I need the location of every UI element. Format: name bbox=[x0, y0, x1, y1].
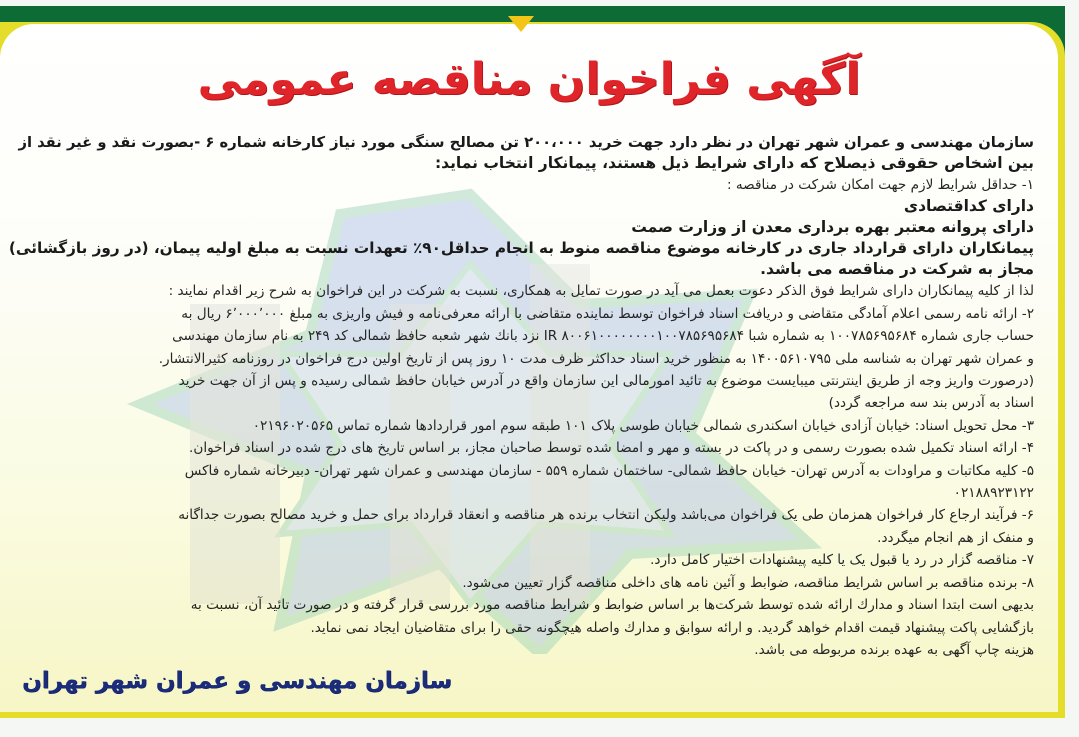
condition-item: دارای پروانه معتبر بهره برداری معدن از وزارت صمت bbox=[631, 218, 1034, 237]
note-line: بازگشایی پاکت پیشنهاد قیمت اقدام خواهد گردید. و ارائه سوابق و مدارك واصله هیچگونه حقی را برای متقاضیان ایجاد نمی نماید. bbox=[310, 619, 1034, 636]
item-2-line: اسناد به آدرس بند سه مراجعه گردد) bbox=[828, 395, 1034, 412]
invitation-text: لذا از کلیه پیمانکاران دارای شرایط فوق الذکر دعوت بعمل می آید در صورت تمایل به همکاری، نسبت به شرکت در این فراخوان به شرح زیر اقدام نمایند : bbox=[168, 283, 1034, 300]
announcement-body bbox=[4, 132, 1034, 661]
item-5-line: ۵- کلیه مکاتبات و مراودات به آدرس تهران- خیابان حافظ شمالی- ساختمان شماره ۵۵۹ - سازمان مهندسی و عمران شهر تهران- دبیرخانه شماره فاکس bbox=[184, 462, 1034, 479]
item-2-line: ۲- ارائه نامه رسمی اعلام آمادگی متقاضی و دریافت اسناد فراخوان توسط نماینده متقاضی با ارائه معرفی‌نامه و فیش واریزی به مبلغ ۶٬۰۰۰٬۰۰۰ ریال به bbox=[181, 305, 1034, 322]
item-3: ۳- محل تحویل اسناد: خیابان آزادی خیابان اسکندری شمالی خیابان طوسی پلاک ۱۰۱ طبقه سوم امور قراردادها شماره تماس ۰۲۱۹۶۰۲۰۵۶۵ bbox=[252, 417, 1034, 434]
item-5-fax: ۰۲۱۸۸۹۲۳۱۲۲ bbox=[953, 485, 1034, 502]
item-6-line: ۶- فرآیند ارجاع کار فراخوان همزمان طی یک فراخوان می‌باشد ولیکن انتخاب برنده هر مناقصه و انعقاد قرارداد برای حمل و خرید مصالح بصورت جداگانه bbox=[178, 507, 1034, 524]
item-1-heading: ۱- حداقل شرایط لازم جهت امکان شرکت در مناقصه : bbox=[726, 177, 1034, 193]
item-4: ۴- ارائه اسناد تکمیل شده بصورت رسمی و در پاکت در بسته و مهر و امضا شده توسط صاحبان مجاز، بر اساس تاریخ های درج شده در اسناد فراخوان. bbox=[189, 440, 1034, 457]
announcement-panel bbox=[0, 24, 1058, 712]
item-7: ۷- مناقصه گزار در رد یا قبول یک یا کلیه پیشنهادات اختیار کامل دارد. bbox=[650, 552, 1034, 569]
condition-item: دارای کداقتصادی bbox=[903, 197, 1034, 216]
note-line: بدیهی است ابتدا اسناد و مدارك ارائه شده توسط شرکت‌ها بر اساس ضوابط و شرایط مناقصه مورد بررسی قرار گرفته و در صورت تائید آن، نسبت به bbox=[190, 597, 1034, 614]
organization-signature: سازمان مهندسی و عمران شهر تهران bbox=[22, 668, 453, 694]
item-8: ۸- برنده مناقصه بر اساس شرایط مناقصه، ضوابط و آئین نامه های داخلی مناقصه گزار تعیین می‌شود. bbox=[462, 574, 1034, 591]
item-6-line: و منفک از هم انجام میگردد. bbox=[877, 529, 1034, 546]
page-title: آگهی فراخوان مناقصه عمومی bbox=[197, 54, 861, 105]
condition-item: پیمانکاران دارای قرارداد جاری در کارخانه موضوع مناقصه منوط به انجام حداقل۹۰٪ تعهدات نسبت به مبلغ اولیه پیمان، (در روز بازگشائی) bbox=[8, 239, 1034, 258]
note-line: هزینه چاپ آگهی به عهده برنده مربوطه می باشد. bbox=[754, 641, 1034, 658]
item-2-line: حساب جاری شماره ۱۰۰۷۸۵۶۹۵۶۸۴ به شماره شبا IR ۸۰۰۶۱۰۰۰۰۰۰۰۰۱۰۰۷۸۵۶۹۵۶۸۴ نزد بانك شهر شعبه حافظ شمالی کد ۲۴۹ به نام سازمان مهندسی bbox=[172, 328, 1034, 345]
intro-line: بین اشخاص حقوقی ذیصلاح که دارای شرایط ذیل هستند، پیمانکار انتخاب نماید: bbox=[434, 154, 1034, 172]
triangle-down-icon bbox=[508, 16, 534, 32]
condition-item: مجاز به شرکت در مناقصه می باشد. bbox=[760, 260, 1034, 279]
item-2-line: و عمران شهر تهران به شناسه ملی ۱۴۰۰۵۶۱۰۷۹۵ به منظور خرید اسناد حداکثر ظرف مدت ۱۰ روز پس از تاریخ اولین درج فراخوان در روزنامه کثیرالانتشار. bbox=[158, 350, 1034, 367]
intro-line: سازمان مهندسی و عمران شهر تهران در نظر دارد جهت خرید ۲۰۰،۰۰۰ تن مصالح سنگی مورد نیاز کارخانه شماره ۶ -بصورت نقد و غیر نقد از bbox=[18, 134, 1034, 151]
item-2-line: (درصورت واریز وجه از طریق اینترنتی میبایست موضوع به تائید امورمالی این سازمان واقع در آدرس خیابان حافظ شمالی رسیده و پس از آن جهت خرید bbox=[178, 373, 1034, 390]
